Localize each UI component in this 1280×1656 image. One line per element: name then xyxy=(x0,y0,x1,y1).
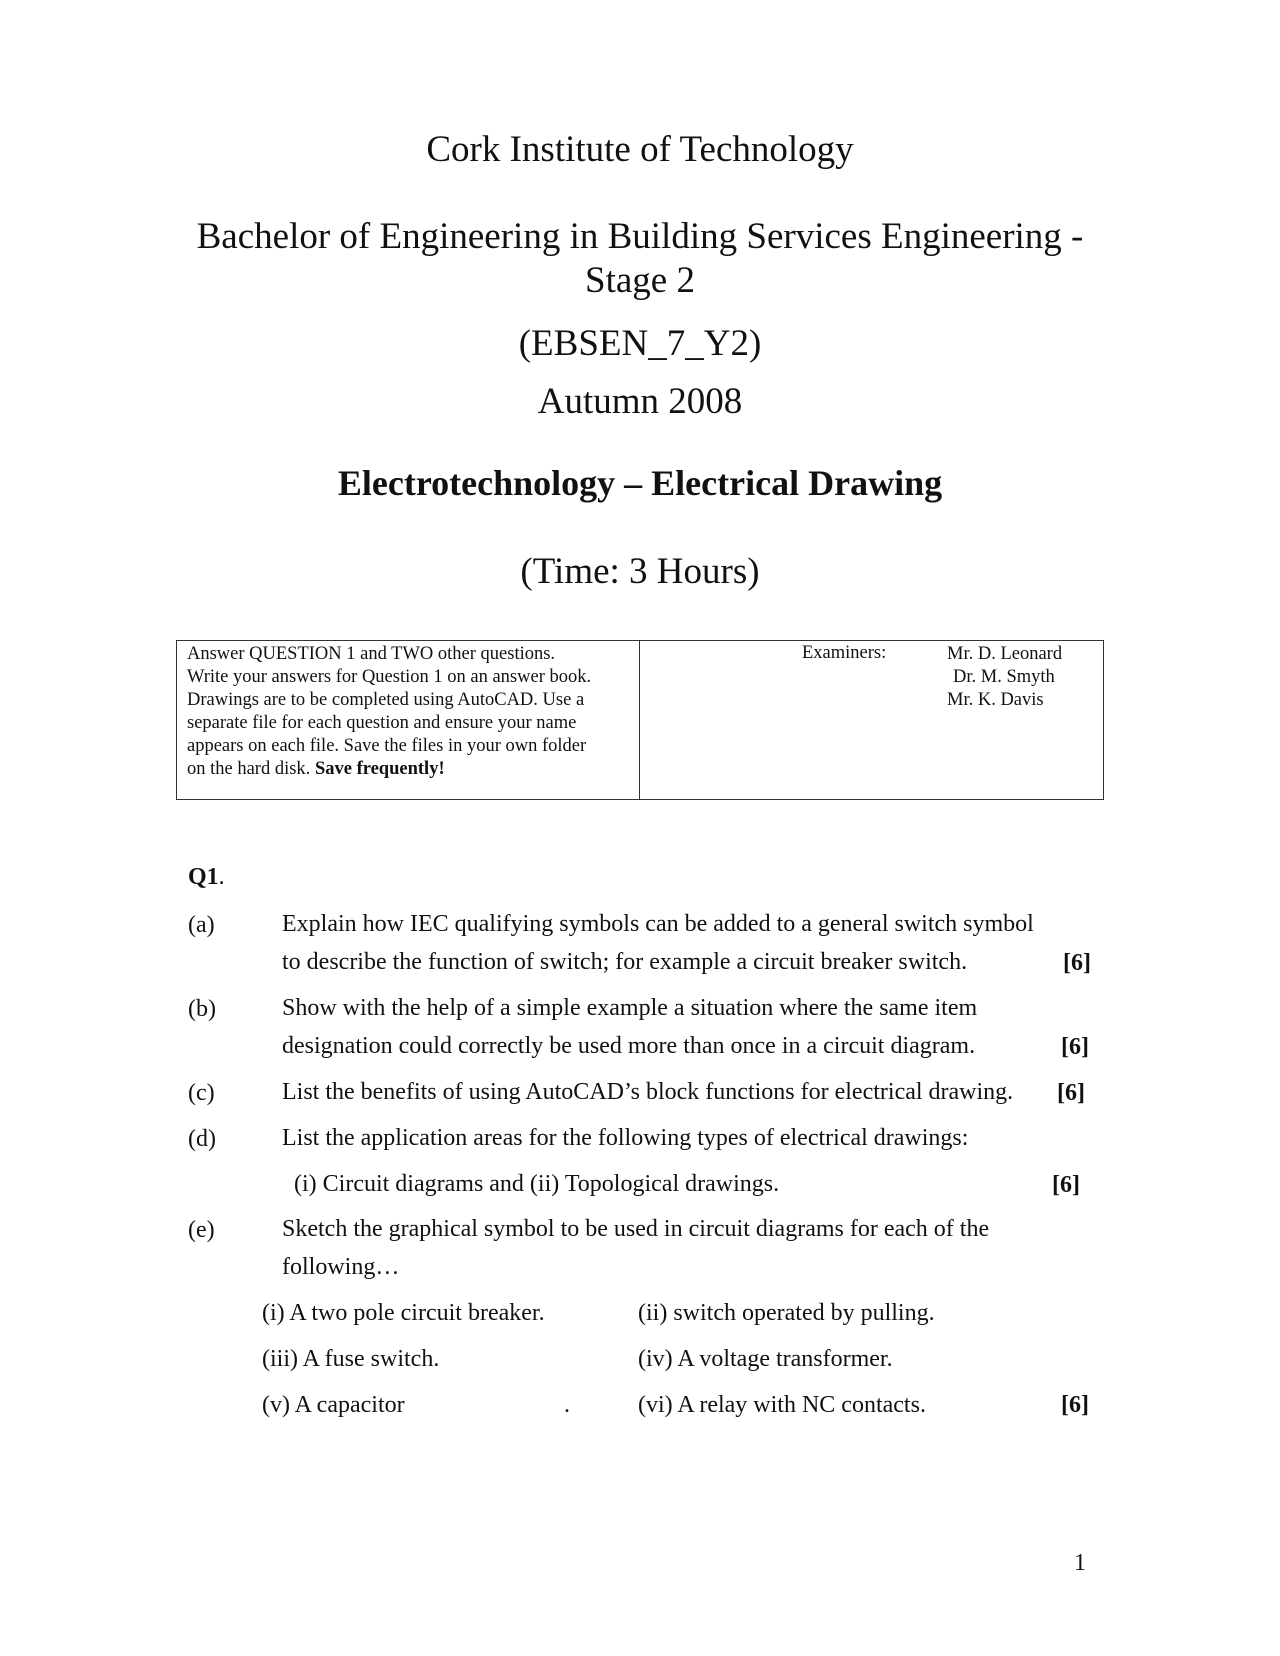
question-number: Q1 xyxy=(188,864,219,890)
marks-c: [6] xyxy=(1057,1080,1085,1106)
stray-dot: . xyxy=(564,1392,570,1418)
instruction-line: appears on each file. Save the files in your own folder xyxy=(187,736,587,756)
programme-line-2: Stage 2 xyxy=(585,260,695,301)
part-text-d-sub: (i) Circuit diagrams and (ii) Topological drawings. xyxy=(294,1171,780,1197)
examiners-list xyxy=(947,643,1062,712)
part-label-e: (e) xyxy=(188,1217,215,1243)
part-line: designation could correctly be used more than once in a circuit diagram. xyxy=(282,1033,976,1059)
programme-title xyxy=(0,215,1280,303)
programme-line-1: Bachelor of Engineering in Building Services Engineering - xyxy=(196,216,1084,257)
marks-e: [6] xyxy=(1061,1392,1089,1418)
subject-title: Electrotechnology – Electrical Drawing xyxy=(337,463,943,503)
symbol-item: (i) A two pole circuit breaker. xyxy=(262,1300,545,1326)
question-title xyxy=(188,864,225,891)
part-line: List the benefits of using AutoCAD’s block functions for electrical drawing. xyxy=(282,1079,1014,1105)
part-text-a xyxy=(282,905,1034,981)
instruction-line: Drawings are to be completed using AutoCAD. Use a xyxy=(187,690,585,710)
symbol-item: (iii) A fuse switch. xyxy=(262,1346,440,1372)
part-line: Sketch the graphical symbol to be used in circuit diagrams for each of the xyxy=(282,1216,990,1242)
examiners-label: Examiners: xyxy=(802,643,887,663)
part-text-c xyxy=(282,1073,1013,1111)
part-label-c: (c) xyxy=(188,1080,215,1106)
question-title-dot: . xyxy=(218,864,225,890)
page-number: 1 xyxy=(1074,1550,1086,1576)
instruction-line: separate file for each question and ensure your name xyxy=(187,713,577,733)
exam-duration: (Time: 3 Hours) xyxy=(520,551,760,592)
part-line: following… xyxy=(282,1254,400,1280)
save-frequently-emphasis: Save frequently! xyxy=(314,759,445,779)
symbol-item: (ii) switch operated by pulling. xyxy=(638,1300,935,1326)
marks-b: [6] xyxy=(1061,1034,1089,1060)
part-text-b xyxy=(282,989,977,1065)
instruction-line-last xyxy=(187,758,637,781)
examiner-name: Mr. D. Leonard xyxy=(947,644,1063,664)
part-line: List the application areas for the following types of electrical drawings: xyxy=(282,1125,969,1151)
part-line: to describe the function of switch; for example a circuit breaker switch. xyxy=(282,949,968,975)
instructions-box xyxy=(176,640,1104,800)
institution-title: Cork Institute of Technology xyxy=(426,129,854,170)
instruction-line: Write your answers for Question 1 on an answer book. xyxy=(187,667,592,687)
box-divider xyxy=(639,641,640,799)
marks-d: [6] xyxy=(1052,1172,1080,1198)
part-label-d: (d) xyxy=(188,1126,216,1152)
part-text-d xyxy=(282,1119,968,1157)
symbol-item: (v) A capacitor xyxy=(262,1392,405,1418)
exam-term: Autumn 2008 xyxy=(537,381,743,422)
part-text-e xyxy=(282,1210,989,1286)
examiner-name: Dr. M. Smyth xyxy=(953,667,1055,687)
part-label-b: (b) xyxy=(188,996,216,1022)
examiner-name: Mr. K. Davis xyxy=(947,690,1044,710)
instruction-line: Answer QUESTION 1 and TWO other questions. xyxy=(187,644,556,664)
symbol-item: (vi) A relay with NC contacts. xyxy=(638,1392,926,1418)
part-line: Show with the help of a simple example a situation where the same item xyxy=(282,995,978,1021)
symbol-item: (iv) A voltage transformer. xyxy=(638,1346,893,1372)
part-label-a: (a) xyxy=(188,912,215,938)
instructions-text xyxy=(187,643,637,781)
marks-a: [6] xyxy=(1063,950,1091,976)
instruction-line: on the hard disk. xyxy=(187,759,311,779)
course-code: (EBSEN_7_Y2) xyxy=(518,323,762,364)
part-line: Explain how IEC qualifying symbols can be added to a general switch symbol xyxy=(282,911,1034,937)
